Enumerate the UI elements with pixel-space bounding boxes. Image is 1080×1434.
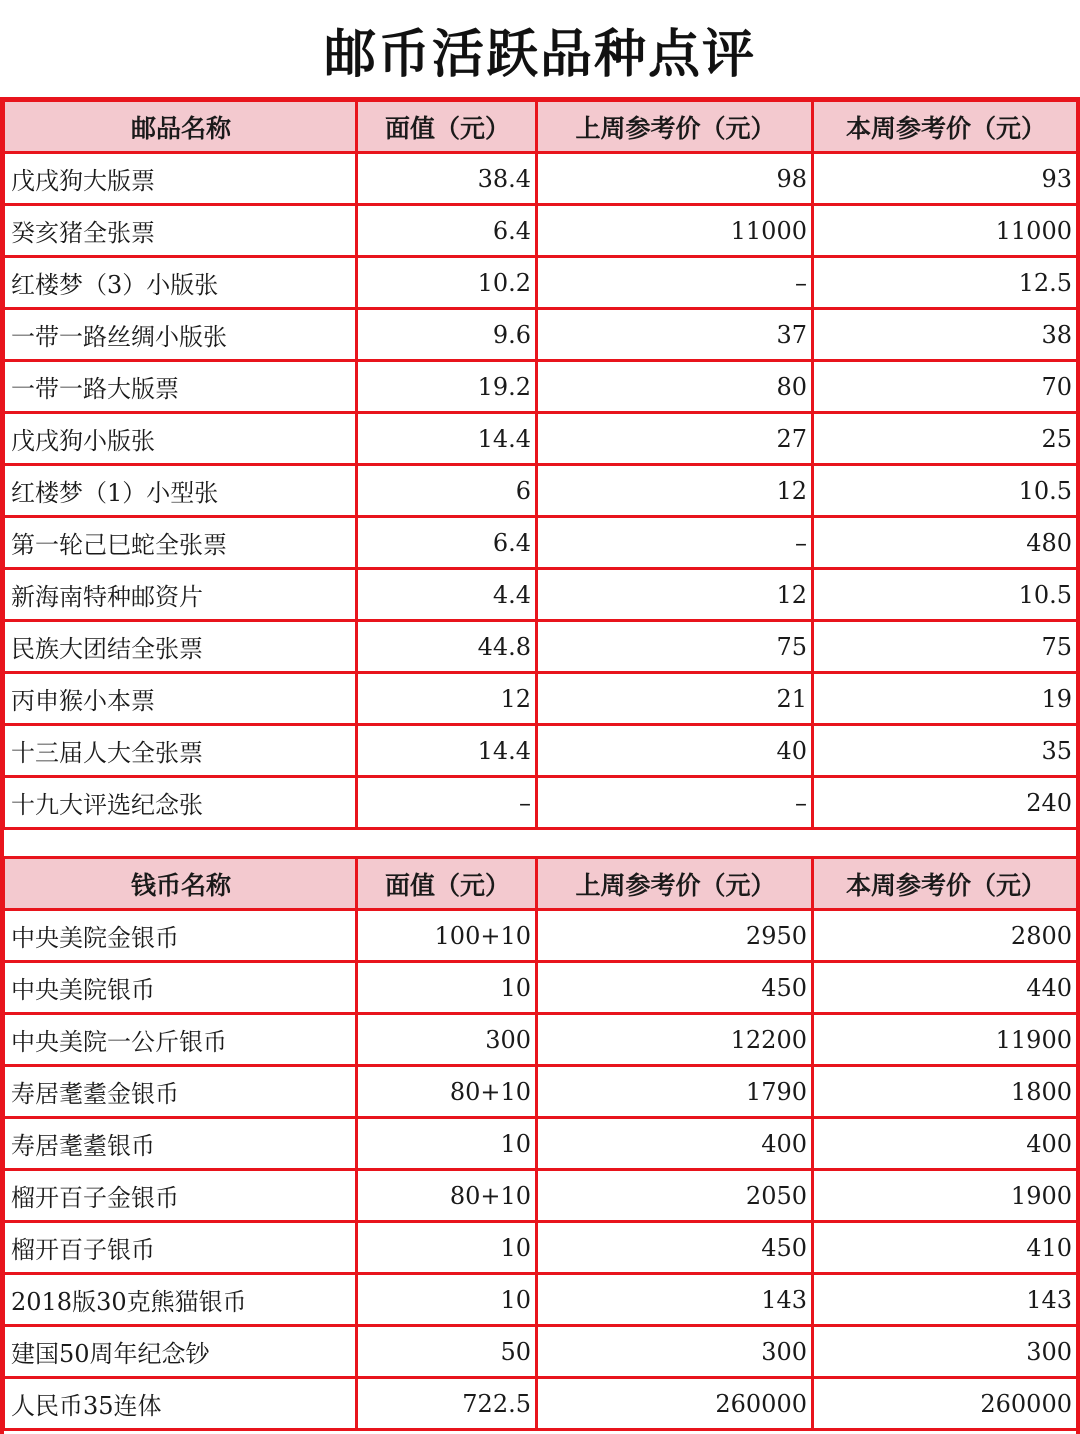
this-week-price-cell: 70 [813, 361, 1078, 413]
this-week-price-cell: 240 [813, 777, 1078, 829]
face-value-cell: 80+10 [357, 1066, 537, 1118]
coin-header-row [4, 858, 1078, 910]
this-week-price-cell: 93 [813, 153, 1078, 205]
face-value-cell: 6.4 [357, 517, 537, 569]
this-week-price-cell: 480 [813, 517, 1078, 569]
this-week-price-cell: 11000 [813, 205, 1078, 257]
item-name-cell: 十九大评选纪念张 [4, 777, 357, 829]
face-value-cell: 80+10 [357, 1170, 537, 1222]
face-value-cell: 14.4 [357, 413, 537, 465]
face-value-cell: 12 [357, 673, 537, 725]
coin-row [4, 1066, 1078, 1118]
face-value-cell: 44.8 [357, 621, 537, 673]
this-week-price-cell: 12.5 [813, 257, 1078, 309]
last-week-price-cell: 1790 [537, 1066, 813, 1118]
this-week-price-cell: 75 [813, 621, 1078, 673]
last-week-price-cell: – [537, 517, 813, 569]
last-week-price-cell: 2950 [537, 910, 813, 962]
column-header-this-week-price: 本周参考价（元） [813, 101, 1078, 153]
item-name-cell: 榴开百子金银币 [4, 1170, 357, 1222]
face-value-cell: 722.5 [357, 1378, 537, 1430]
stamp-row [4, 413, 1078, 465]
item-name-cell: 建国50周年纪念钞 [4, 1326, 357, 1378]
face-value-cell: 19.2 [357, 361, 537, 413]
last-week-price-cell: 300 [537, 1326, 813, 1378]
coin-row [4, 1326, 1078, 1378]
last-week-price-cell: 143 [537, 1274, 813, 1326]
item-name-cell: 红楼梦（1）小型张 [4, 465, 357, 517]
this-week-price-cell: 11900 [813, 1014, 1078, 1066]
last-week-price-cell: 80 [537, 361, 813, 413]
this-week-price-cell: 400 [813, 1118, 1078, 1170]
item-name-cell: 癸亥猪全张票 [4, 205, 357, 257]
last-week-price-cell: 450 [537, 962, 813, 1014]
coin-row [4, 1170, 1078, 1222]
column-header-stamp-name: 邮品名称 [4, 101, 357, 153]
coin-row [4, 1222, 1078, 1274]
face-value-cell: 10.2 [357, 257, 537, 309]
coin-row [4, 1118, 1078, 1170]
coin-price-table [2, 856, 1079, 1431]
stamp-row [4, 569, 1078, 621]
this-week-price-cell: 300 [813, 1326, 1078, 1378]
item-name-cell: 一带一路丝绸小版张 [4, 309, 357, 361]
last-week-price-cell: 21 [537, 673, 813, 725]
stamp-row [4, 777, 1078, 829]
item-name-cell: 民族大团结全张票 [4, 621, 357, 673]
item-name-cell: 第一轮己巳蛇全张票 [4, 517, 357, 569]
column-header-last-week-price: 上周参考价（元） [537, 858, 813, 910]
this-week-price-cell: 440 [813, 962, 1078, 1014]
last-week-price-cell: 27 [537, 413, 813, 465]
face-value-cell: 100+10 [357, 910, 537, 962]
last-week-price-cell: 450 [537, 1222, 813, 1274]
face-value-cell: – [357, 777, 537, 829]
face-value-cell: 10 [357, 1222, 537, 1274]
stamp-header-row [4, 101, 1078, 153]
last-week-price-cell: 12 [537, 465, 813, 517]
coin-row [4, 1274, 1078, 1326]
item-name-cell: 戊戌狗大版票 [4, 153, 357, 205]
column-header-face-value: 面值（元） [357, 101, 537, 153]
item-name-cell: 榴开百子银币 [4, 1222, 357, 1274]
column-header-coin-name: 钱币名称 [4, 858, 357, 910]
section-gap [4, 832, 1076, 856]
item-name-cell: 人民币35连体 [4, 1378, 357, 1430]
last-week-price-cell: 40 [537, 725, 813, 777]
face-value-cell: 10 [357, 1274, 537, 1326]
face-value-cell: 14.4 [357, 725, 537, 777]
last-week-price-cell: 2050 [537, 1170, 813, 1222]
last-week-price-cell: 12200 [537, 1014, 813, 1066]
last-week-price-cell: 12 [537, 569, 813, 621]
item-name-cell: 中央美院银币 [4, 962, 357, 1014]
item-name-cell: 寿居耄耋银币 [4, 1118, 357, 1170]
last-week-price-cell: – [537, 777, 813, 829]
this-week-price-cell: 260000 [813, 1378, 1078, 1430]
face-value-cell: 6 [357, 465, 537, 517]
item-name-cell: 红楼梦（3）小版张 [4, 257, 357, 309]
stamp-price-table [2, 99, 1079, 830]
face-value-cell: 10 [357, 1118, 537, 1170]
face-value-cell: 50 [357, 1326, 537, 1378]
this-week-price-cell: 38 [813, 309, 1078, 361]
this-week-price-cell: 10.5 [813, 465, 1078, 517]
this-week-price-cell: 1900 [813, 1170, 1078, 1222]
coin-row [4, 962, 1078, 1014]
column-header-this-week-price: 本周参考价（元） [813, 858, 1078, 910]
item-name-cell: 新海南特种邮资片 [4, 569, 357, 621]
stamp-row [4, 517, 1078, 569]
this-week-price-cell: 19 [813, 673, 1078, 725]
this-week-price-cell: 410 [813, 1222, 1078, 1274]
face-value-cell: 9.6 [357, 309, 537, 361]
last-week-price-cell: 11000 [537, 205, 813, 257]
item-name-cell: 中央美院金银币 [4, 910, 357, 962]
face-value-cell: 38.4 [357, 153, 537, 205]
stamp-row [4, 257, 1078, 309]
stamp-row [4, 621, 1078, 673]
stamp-row [4, 153, 1078, 205]
this-week-price-cell: 25 [813, 413, 1078, 465]
item-name-cell: 2018版30克熊猫银币 [4, 1274, 357, 1326]
this-week-price-cell: 35 [813, 725, 1078, 777]
this-week-price-cell: 10.5 [813, 569, 1078, 621]
stamp-row [4, 361, 1078, 413]
item-name-cell: 寿居耄耋金银币 [4, 1066, 357, 1118]
stamp-row [4, 465, 1078, 517]
last-week-price-cell: 75 [537, 621, 813, 673]
face-value-cell: 6.4 [357, 205, 537, 257]
this-week-price-cell: 143 [813, 1274, 1078, 1326]
this-week-price-cell: 1800 [813, 1066, 1078, 1118]
stamp-row [4, 205, 1078, 257]
item-name-cell: 戊戌狗小版张 [4, 413, 357, 465]
stamp-row [4, 309, 1078, 361]
coin-row [4, 1378, 1078, 1430]
coin-row [4, 1014, 1078, 1066]
coin-row [4, 910, 1078, 962]
page-title: 邮币活跃品种点评 [323, 24, 756, 85]
last-week-price-cell: 400 [537, 1118, 813, 1170]
stamp-row [4, 673, 1078, 725]
item-name-cell: 中央美院一公斤银币 [4, 1014, 357, 1066]
last-week-price-cell: 37 [537, 309, 813, 361]
column-header-face-value: 面值（元） [357, 858, 537, 910]
last-week-price-cell: 98 [537, 153, 813, 205]
face-value-cell: 10 [357, 962, 537, 1014]
item-name-cell: 丙申猴小本票 [4, 673, 357, 725]
last-week-price-cell: – [537, 257, 813, 309]
face-value-cell: 4.4 [357, 569, 537, 621]
last-week-price-cell: 260000 [537, 1378, 813, 1430]
stamp-row [4, 725, 1078, 777]
column-header-last-week-price: 上周参考价（元） [537, 101, 813, 153]
item-name-cell: 十三届人大全张票 [4, 725, 357, 777]
face-value-cell: 300 [357, 1014, 537, 1066]
this-week-price-cell: 2800 [813, 910, 1078, 962]
item-name-cell: 一带一路大版票 [4, 361, 357, 413]
